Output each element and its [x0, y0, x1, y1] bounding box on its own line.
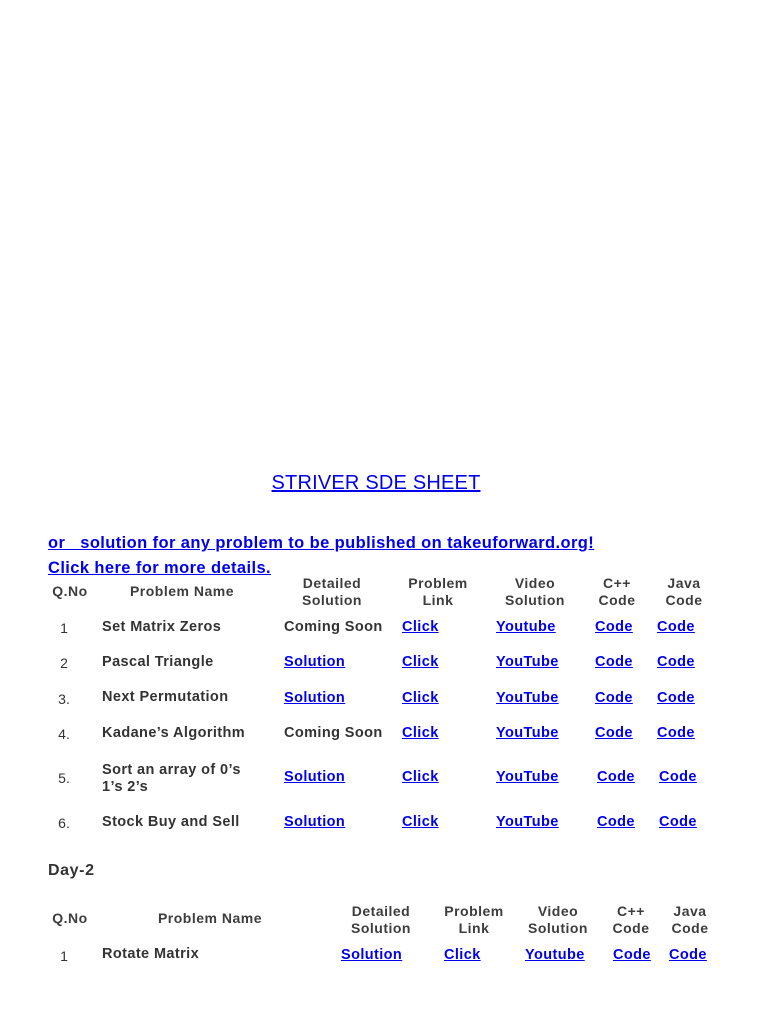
row-qno: 6.	[58, 815, 70, 831]
problem-link[interactable]: Click	[444, 947, 481, 963]
cpp-code-link[interactable]: Code	[597, 769, 635, 785]
row-qno: 2	[60, 655, 68, 671]
header-problem-name: Problem Name	[157, 910, 263, 926]
header-qno: Q.No	[52, 910, 88, 926]
java-code-link[interactable]: Code	[657, 690, 695, 706]
row-problem-name: Pascal Triangle	[102, 654, 214, 670]
header-detailed-solution: Detailed Solution	[302, 575, 362, 608]
solution-link[interactable]: Solution	[284, 814, 346, 830]
video-link[interactable]: YouTube	[496, 654, 559, 670]
java-code-link[interactable]: Code	[657, 654, 695, 670]
solution-link[interactable]: Solution	[284, 690, 346, 706]
header-problem-link: Problem Link	[444, 903, 504, 936]
cpp-code-link[interactable]: Code	[597, 814, 635, 830]
header-java-code: Java Code	[665, 575, 703, 608]
row-qno: 4.	[58, 726, 70, 742]
problem-link[interactable]: Click	[402, 619, 439, 635]
more-details-link[interactable]: Click here for more details.	[48, 559, 272, 577]
row-solution-status: Coming Soon	[284, 619, 383, 635]
java-code-link[interactable]: Code	[669, 947, 707, 963]
video-link[interactable]: YouTube	[496, 769, 559, 785]
solution-link[interactable]: Solution	[284, 769, 346, 785]
video-link[interactable]: Youtube	[525, 947, 585, 963]
banner-line-1[interactable]: or solution for any problem to be published on takeuforward.org!	[48, 534, 595, 552]
row-problem-name: Set Matrix Zeros	[102, 619, 222, 635]
row-qno: 1	[60, 620, 68, 636]
video-link[interactable]: YouTube	[496, 725, 559, 741]
video-link[interactable]: YouTube	[496, 690, 559, 706]
header-cpp-code: C++ Code	[598, 575, 636, 608]
java-code-link[interactable]: Code	[659, 769, 697, 785]
problem-link[interactable]: Click	[402, 769, 439, 785]
row-problem-name: Kadane’s Algorithm	[102, 725, 246, 741]
day-heading: Day-2	[48, 862, 95, 879]
header-qno: Q.No	[52, 583, 88, 599]
video-link[interactable]: Youtube	[496, 619, 556, 635]
header-problem-link: Problem Link	[408, 575, 468, 608]
header-java-code: Java Code	[671, 903, 709, 936]
solution-link[interactable]: Solution	[284, 654, 346, 670]
row-problem-name: Stock Buy and Sell	[102, 814, 240, 830]
row-problem-name: Sort an array of 0’s 1’s 2’s	[102, 762, 241, 795]
cpp-code-link[interactable]: Code	[595, 725, 633, 741]
problem-link[interactable]: Click	[402, 690, 439, 706]
row-problem-name: Next Permutation	[102, 689, 229, 705]
java-code-link[interactable]: Code	[657, 619, 695, 635]
row-qno: 5.	[58, 770, 70, 786]
row-qno: 1	[60, 948, 68, 964]
java-code-link[interactable]: Code	[659, 814, 697, 830]
row-solution-status: Coming Soon	[284, 725, 383, 741]
header-video-solution: Video Solution	[505, 575, 565, 608]
row-qno: 3.	[58, 691, 70, 707]
page-title[interactable]: STRIVER SDE SHEET	[271, 472, 481, 494]
cpp-code-link[interactable]: Code	[595, 690, 633, 706]
row-problem-name: Rotate Matrix	[102, 946, 200, 962]
problem-link[interactable]: Click	[402, 654, 439, 670]
problem-link[interactable]: Click	[402, 725, 439, 741]
java-code-link[interactable]: Code	[657, 725, 695, 741]
header-cpp-code: C++ Code	[612, 903, 650, 936]
problem-link[interactable]: Click	[402, 814, 439, 830]
header-video-solution: Video Solution	[528, 903, 588, 936]
solution-link[interactable]: Solution	[341, 947, 403, 963]
cpp-code-link[interactable]: Code	[595, 654, 633, 670]
cpp-code-link[interactable]: Code	[613, 947, 651, 963]
cpp-code-link[interactable]: Code	[595, 619, 633, 635]
header-problem-name: Problem Name	[129, 583, 235, 599]
video-link[interactable]: YouTube	[496, 814, 559, 830]
header-detailed-solution: Detailed Solution	[351, 903, 411, 936]
